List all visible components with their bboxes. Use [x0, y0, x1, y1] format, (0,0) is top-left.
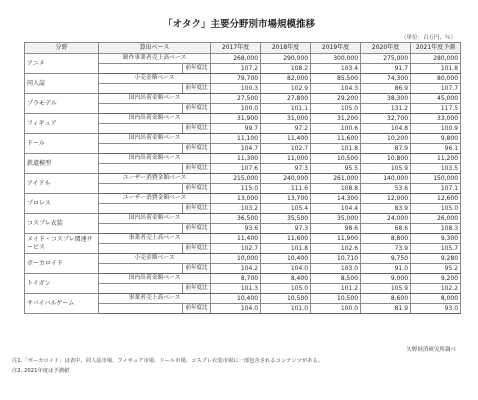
category-cell: フィギュア	[25, 114, 99, 134]
ratio-cell: 86.9	[361, 84, 411, 94]
basis-cell: 国内出荷金額ベース	[99, 94, 211, 104]
category-cell: アイドル	[25, 174, 99, 194]
value-cell: 10,400	[211, 294, 261, 304]
ratio-cell: 97.2	[261, 124, 311, 134]
ratio-cell: 91.7	[361, 64, 411, 74]
ratio-cell: 102.7	[261, 144, 311, 154]
market-size-table	[24, 42, 461, 314]
table-row	[25, 294, 461, 304]
ratio-cell: 73.9	[361, 244, 411, 254]
ratio-cell: 103.5	[411, 164, 461, 174]
value-cell: 11,400	[261, 134, 311, 144]
value-cell: 9,300	[411, 234, 461, 244]
ratio-cell: 95.5	[311, 164, 361, 174]
category-cell: ボーカロイド	[25, 254, 99, 274]
category-cell: メイド・コスプレ関連サービス	[25, 234, 99, 254]
value-cell: 261,000	[311, 174, 361, 184]
ratio-cell: 105.4	[261, 204, 311, 214]
value-cell: 38,300	[361, 94, 411, 104]
value-cell: 8,400	[261, 274, 311, 284]
ratio-cell: 101.2	[311, 284, 361, 294]
value-cell: 36,500	[211, 214, 261, 224]
ratio-spacer	[99, 164, 183, 174]
ratio-cell: 107.1	[411, 184, 461, 194]
table-header-row	[25, 43, 461, 54]
ratio-cell: 105.9	[361, 164, 411, 174]
ratio-cell: 93.6	[211, 224, 261, 234]
ratio-cell: 97.3	[261, 164, 311, 174]
basis-cell: 国内出荷金額ベース	[99, 114, 211, 124]
value-cell: 8,600	[361, 294, 411, 304]
ratio-spacer	[99, 244, 183, 254]
ratio-cell: 115.0	[211, 184, 261, 194]
ratio-spacer	[99, 284, 183, 294]
value-cell: 11,600	[261, 234, 311, 244]
value-cell: 10,400	[261, 254, 311, 264]
header-year: 2019年度	[311, 43, 361, 54]
footnote-2: 注2. 2021年度は予測値	[12, 368, 70, 374]
ratio-spacer	[99, 264, 183, 274]
ratio-cell: 105.0	[411, 204, 461, 214]
value-cell: 79,700	[211, 74, 261, 84]
header-category: 分野	[25, 43, 99, 54]
value-cell: 10,500	[311, 154, 361, 164]
value-cell: 11,300	[211, 154, 261, 164]
value-cell: 13,700	[261, 194, 311, 204]
ratio-cell: 102.9	[261, 84, 311, 94]
ratio-cell: 101.8	[261, 244, 311, 254]
value-cell: 10,800	[361, 154, 411, 164]
ratio-cell: 100.0	[211, 104, 261, 114]
value-cell: 290,000	[261, 54, 311, 64]
ratio-label: 前年度比	[183, 84, 211, 94]
value-cell: 10,710	[311, 254, 361, 264]
ratio-cell: 96.1	[411, 144, 461, 154]
table-row	[25, 234, 461, 244]
category-cell: ドール	[25, 134, 99, 154]
value-cell: 31,200	[311, 114, 361, 124]
value-cell: 29,200	[311, 94, 361, 104]
ratio-label: 前年度比	[183, 264, 211, 274]
ratio-cell: 107.2	[211, 64, 261, 74]
ratio-cell: 107.7	[411, 84, 461, 94]
value-cell: 35,500	[261, 214, 311, 224]
ratio-spacer	[99, 104, 183, 114]
value-cell: 9,280	[411, 254, 461, 264]
ratio-cell: 81.9	[361, 304, 411, 314]
ratio-cell: 83.9	[361, 204, 411, 214]
ratio-cell: 104.0	[261, 264, 311, 274]
ratio-cell: 68.6	[361, 224, 411, 234]
source-note: 矢野経済研究所調べ	[406, 347, 456, 353]
value-cell: 13,000	[211, 194, 261, 204]
category-cell: プロレス	[25, 194, 99, 214]
value-cell: 8,700	[211, 274, 261, 284]
ratio-label: 前年度比	[183, 204, 211, 214]
value-cell: 11,400	[211, 234, 261, 244]
ratio-cell: 107.6	[211, 164, 261, 174]
ratio-cell: 104.8	[361, 124, 411, 134]
basis-cell: 国内出荷金額ベース	[99, 134, 211, 144]
basis-cell: 小売金額ベース	[99, 74, 211, 84]
table-row	[25, 94, 461, 104]
value-cell: 14,300	[311, 194, 361, 204]
ratio-spacer	[99, 64, 183, 74]
ratio-spacer	[99, 144, 183, 154]
ratio-cell: 104.0	[211, 304, 261, 314]
value-cell: 10,000	[211, 254, 261, 264]
ratio-cell: 53.6	[361, 184, 411, 194]
ratio-cell: 103.2	[211, 204, 261, 214]
value-cell: 27,500	[211, 94, 261, 104]
ratio-cell: 104.3	[311, 84, 361, 94]
ratio-cell: 108.8	[311, 184, 361, 194]
ratio-spacer	[99, 184, 183, 194]
ratio-label: 前年度比	[183, 184, 211, 194]
value-cell: 275,000	[361, 54, 411, 64]
header-year: 2020年度	[361, 43, 411, 54]
value-cell: 140,000	[361, 174, 411, 184]
ratio-label: 前年度比	[183, 124, 211, 134]
value-cell: 32,700	[361, 114, 411, 124]
value-cell: 33,000	[411, 114, 461, 124]
table-row	[25, 154, 461, 164]
ratio-cell: 97.3	[261, 224, 311, 234]
ratio-cell: 105.9	[361, 284, 411, 294]
ratio-spacer	[99, 84, 183, 94]
basis-cell: 小売金額ベース	[99, 254, 211, 264]
ratio-cell: 108.3	[411, 224, 461, 234]
value-cell: 82,000	[261, 74, 311, 84]
table-row	[25, 54, 461, 64]
table-row	[25, 274, 461, 284]
value-cell: 11,200	[411, 154, 461, 164]
ratio-cell: 104.7	[211, 144, 261, 154]
ratio-cell: 100.6	[311, 124, 361, 134]
ratio-cell: 108.2	[261, 64, 311, 74]
ratio-cell: 103.0	[311, 264, 361, 274]
basis-cell: 国内出荷金額ベース	[99, 274, 211, 284]
ratio-label: 前年度比	[183, 304, 211, 314]
ratio-cell: 87.9	[361, 144, 411, 154]
value-cell: 11,600	[311, 134, 361, 144]
ratio-spacer	[99, 224, 183, 234]
ratio-cell: 104.2	[211, 264, 261, 274]
ratio-cell: 105.7	[411, 244, 461, 254]
ratio-cell: 101.8	[411, 64, 461, 74]
value-cell: 74,300	[361, 74, 411, 84]
header-year: 2017年度	[211, 43, 261, 54]
ratio-cell: 102.6	[311, 244, 361, 254]
table-row	[25, 134, 461, 144]
value-cell: 215,000	[211, 174, 261, 184]
ratio-spacer	[99, 204, 183, 214]
table-row	[25, 114, 461, 124]
value-cell: 10,500	[261, 294, 311, 304]
ratio-cell: 131.2	[361, 104, 411, 114]
basis-cell: 制作事業者売上高ベース	[99, 54, 211, 64]
value-cell: 27,800	[261, 94, 311, 104]
value-cell: 80,000	[411, 74, 461, 84]
table-row	[25, 194, 461, 204]
ratio-cell: 91.0	[361, 264, 411, 274]
value-cell: 268,000	[211, 54, 261, 64]
ratio-label: 前年度比	[183, 284, 211, 294]
value-cell: 11,000	[261, 154, 311, 164]
value-cell: 150,000	[411, 174, 461, 184]
footnote-1: 注1.「ボーカロイド」は表中、同人誌市場、フィギュア市場、ドール市場、コスプレ衣装市場に一部包含されるコンテンツがある。	[12, 358, 324, 364]
value-cell: 8,500	[311, 274, 361, 284]
category-cell: コスプレ衣装	[25, 214, 99, 234]
ratio-cell: 101.3	[211, 284, 261, 294]
value-cell: 9,200	[411, 274, 461, 284]
category-cell: トイガン	[25, 274, 99, 294]
ratio-cell: 93.0	[411, 304, 461, 314]
value-cell: 8,000	[411, 294, 461, 304]
ratio-cell: 102.2	[411, 284, 461, 294]
value-cell: 10,500	[311, 294, 361, 304]
value-cell: 9,000	[361, 274, 411, 284]
ratio-cell: 100.9	[411, 124, 461, 134]
ratio-cell: 111.6	[261, 184, 311, 194]
ratio-cell: 95.2	[411, 264, 461, 274]
value-cell: 300,000	[311, 54, 361, 64]
value-cell: 31,000	[261, 114, 311, 124]
ratio-cell: 99.7	[211, 124, 261, 134]
ratio-cell: 100.0	[311, 304, 361, 314]
ratio-cell: 98.6	[311, 224, 361, 234]
ratio-label: 前年度比	[183, 104, 211, 114]
basis-cell: 国内出荷金額ベース	[99, 154, 211, 164]
category-cell: 鉄道模型	[25, 154, 99, 174]
basis-cell: ユーザー消費金額ベース	[99, 194, 211, 204]
ratio-label: 前年度比	[183, 144, 211, 154]
value-cell: 280,000	[411, 54, 461, 64]
value-cell: 9,800	[411, 134, 461, 144]
page-title: 「オタク」主要分野別市場規模推移	[162, 19, 315, 30]
value-cell: 9,750	[361, 254, 411, 264]
ratio-cell: 101.1	[261, 104, 311, 114]
ratio-label: 前年度比	[183, 64, 211, 74]
table-row	[25, 254, 461, 264]
ratio-cell: 100.3	[211, 84, 261, 94]
table-row	[25, 74, 461, 84]
value-cell: 26,000	[411, 214, 461, 224]
ratio-cell: 101.8	[311, 144, 361, 154]
ratio-cell: 102.7	[211, 244, 261, 254]
value-cell: 240,000	[261, 174, 311, 184]
unit-label: （単位：百万円、％）	[400, 35, 456, 41]
value-cell: 11,100	[211, 134, 261, 144]
category-cell: 同人誌	[25, 74, 99, 94]
basis-cell: 国内出荷金額ベース	[99, 214, 211, 224]
ratio-label: 前年度比	[183, 244, 211, 254]
value-cell: 24,000	[361, 214, 411, 224]
value-cell: 10,200	[361, 134, 411, 144]
ratio-cell: 101.0	[261, 304, 311, 314]
ratio-cell: 103.4	[311, 64, 361, 74]
ratio-cell: 105.0	[311, 104, 361, 114]
ratio-spacer	[99, 304, 183, 314]
ratio-cell: 104.4	[311, 204, 361, 214]
ratio-label: 前年度比	[183, 224, 211, 234]
value-cell: 12,600	[411, 194, 461, 204]
ratio-spacer	[99, 124, 183, 134]
table-row	[25, 214, 461, 224]
value-cell: 8,800	[361, 234, 411, 244]
basis-cell: 事業者売上高ベース	[99, 234, 211, 244]
value-cell: 12,000	[361, 194, 411, 204]
header-basis: 算出ベース	[99, 43, 211, 54]
header-year: 2021年度予測	[411, 43, 461, 54]
value-cell: 31,900	[211, 114, 261, 124]
ratio-label: 前年度比	[183, 164, 211, 174]
category-cell: アニメ	[25, 54, 99, 74]
value-cell: 11,900	[311, 234, 361, 244]
header-year: 2018年度	[261, 43, 311, 54]
category-cell: サバイバルゲーム	[25, 294, 99, 314]
ratio-cell: 117.5	[411, 104, 461, 114]
value-cell: 85,500	[311, 74, 361, 84]
table-row	[25, 174, 461, 184]
category-cell: プラモデル	[25, 94, 99, 114]
value-cell: 45,000	[411, 94, 461, 104]
basis-cell: ユーザー消費金額ベース	[99, 174, 211, 184]
value-cell: 35,000	[311, 214, 361, 224]
ratio-cell: 105.0	[261, 284, 311, 294]
basis-cell: 事業者売上高ベース	[99, 294, 211, 304]
